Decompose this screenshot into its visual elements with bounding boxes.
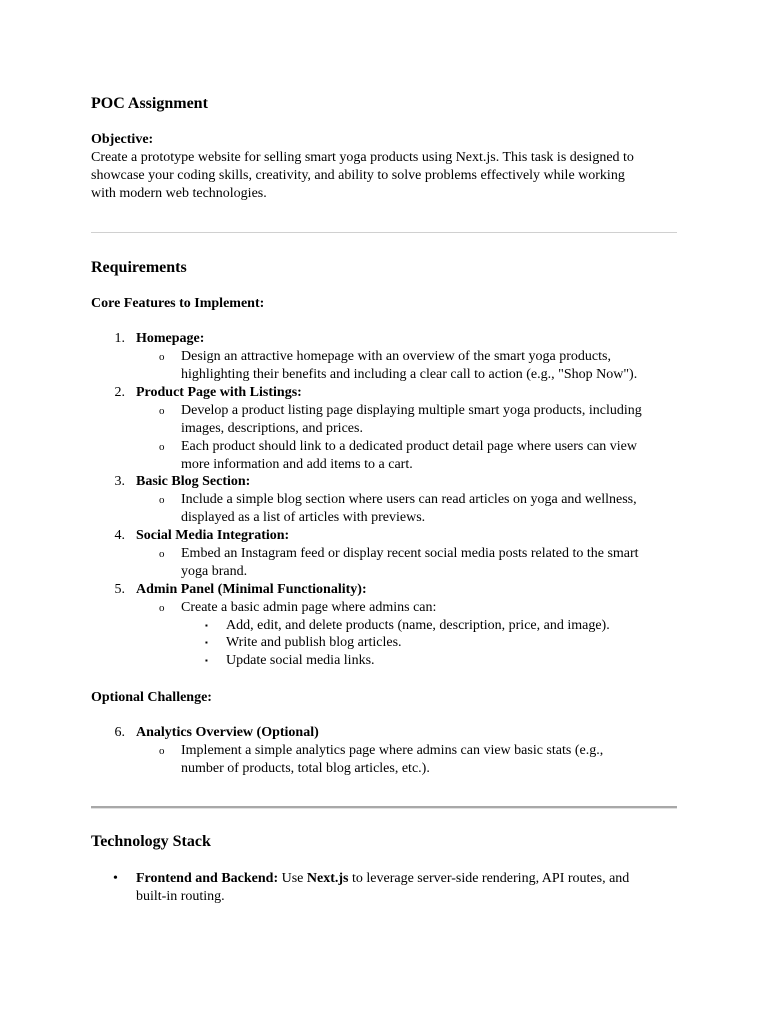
sub-item-line: highlighting their benefits and including a clear call to action (e.g., "Shop Now").: [181, 367, 638, 382]
sub-item-line: more information and add items to a cart.: [181, 457, 413, 472]
section-divider: [91, 806, 677, 809]
tech-bold-word: Next.js: [306, 871, 349, 886]
sub-item-line: yoga brand.: [181, 564, 248, 579]
circle-bullet-icon: o: [159, 405, 165, 417]
list-item-title: Product Page with Listings:: [136, 385, 302, 400]
objective-paragraph: [91, 149, 681, 203]
sub-item-line: Include a simple blog section where users can read articles on yoga and wellness,: [181, 492, 637, 507]
sub-item: [181, 491, 637, 527]
sub-item: [181, 742, 603, 778]
tech-bullet-item: [136, 870, 696, 906]
circle-bullet-icon: o: [159, 548, 165, 560]
core-features-heading: Core Features to Implement:: [91, 296, 265, 311]
sub-item-line: Design an attractive homepage with an overview of the smart yoga products,: [181, 349, 611, 364]
sub-item: [181, 438, 637, 474]
nested-bullet-item: Add, edit, and delete products (name, description, price, and image).: [226, 618, 610, 633]
sub-item-line: images, descriptions, and prices.: [181, 421, 363, 436]
optional-challenge-heading: Optional Challenge:: [91, 690, 212, 705]
sub-item: [181, 545, 639, 581]
objective-label: Objective:: [91, 132, 154, 147]
section-divider: [91, 232, 677, 233]
page-title: POC Assignment: [91, 95, 208, 112]
nested-bullet-item: Update social media links.: [226, 653, 375, 668]
sub-item-line: number of products, total blog articles, etc.).: [181, 761, 430, 776]
square-bullet-icon: ▪: [205, 638, 208, 647]
sub-item: [181, 402, 642, 438]
list-number: 1.: [114, 331, 125, 346]
square-bullet-icon: ▪: [205, 621, 208, 630]
square-bullet-icon: ▪: [205, 656, 208, 665]
circle-bullet-icon: o: [159, 441, 165, 453]
sub-item-line: Embed an Instagram feed or display recent social media posts related to the smart: [181, 546, 639, 561]
list-number: 3.: [114, 474, 125, 489]
list-item-title: Social Media Integration:: [136, 528, 290, 543]
objective-line: with modern web technologies.: [91, 186, 267, 201]
sub-item-line: Develop a product listing page displaying multiple smart yoga products, including: [181, 403, 642, 418]
nested-bullet-item: Write and publish blog articles.: [226, 635, 402, 650]
list-item-title: Basic Blog Section:: [136, 474, 251, 489]
tech-bullet-line: [136, 870, 696, 888]
sub-item-line: Implement a simple analytics page where admins can view basic stats (e.g.,: [181, 743, 604, 758]
list-number: 5.: [114, 582, 125, 597]
circle-bullet-icon: o: [159, 602, 165, 614]
disc-bullet-icon: •: [113, 871, 118, 886]
circle-bullet-icon: o: [159, 745, 165, 757]
list-item-title: Analytics Overview (Optional): [136, 725, 319, 740]
sub-item: [181, 348, 637, 384]
technology-stack-heading: Technology Stack: [91, 833, 211, 850]
objective-line: showcase your coding skills, creativity, and ability to solve problems effectively while working: [91, 168, 625, 183]
objective-line: Create a prototype website for selling smart yoga products using Next.js. This task is designed to: [91, 150, 634, 165]
sub-item-line: displayed as a list of articles with previews.: [181, 510, 426, 525]
tech-bullet-line: built-in routing.: [136, 889, 225, 904]
list-number: 2.: [114, 385, 125, 400]
requirements-heading: Requirements: [91, 259, 187, 276]
list-item-title: Homepage:: [136, 331, 205, 346]
list-item-title: Admin Panel (Minimal Functionality):: [136, 582, 367, 597]
tech-text-after: to leverage server-side rendering, API routes, and: [348, 871, 630, 886]
list-number: 6.: [114, 725, 125, 740]
circle-bullet-icon: o: [159, 351, 165, 363]
sub-item-line: Each product should link to a dedicated product detail page where users can view: [181, 439, 638, 454]
sub-item-line: Create a basic admin page where admins can:: [181, 600, 437, 615]
list-number: 4.: [114, 528, 125, 543]
tech-bullet-label: Frontend and Backend:: [136, 871, 279, 886]
circle-bullet-icon: o: [159, 494, 165, 506]
tech-text-before: Use: [278, 871, 307, 886]
